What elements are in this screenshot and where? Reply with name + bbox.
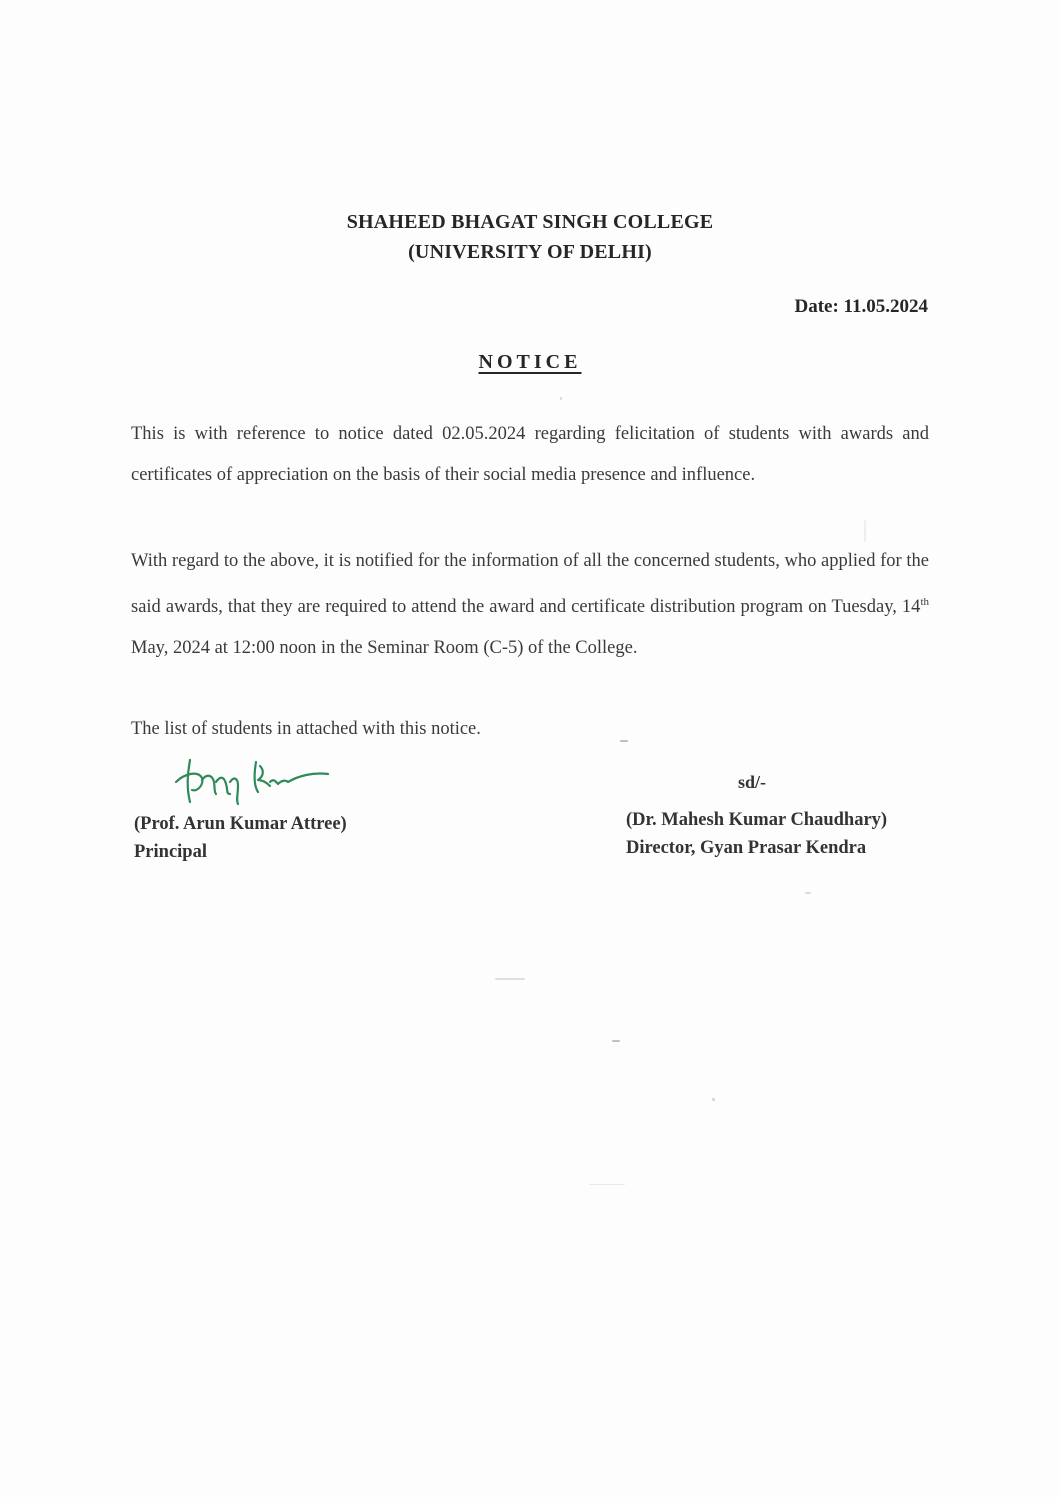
handwritten-signature <box>168 752 338 814</box>
university-name: (UNIVERSITY OF DELHI) <box>408 241 652 263</box>
director-signature-block <box>626 806 887 862</box>
scan-speck <box>495 978 525 980</box>
principal-name: (Prof. Arun Kumar Attree) <box>134 814 347 834</box>
notice-title: NOTICE <box>478 351 582 373</box>
scan-speck <box>805 892 811 894</box>
paragraph-attachment: The list of students in attached with this notice. <box>131 719 481 739</box>
signed-mark: sd/- <box>738 772 767 792</box>
paragraph-announcement-part2: May, 2024 at 12:00 noon in the Seminar Room (C-5) of the College. <box>131 638 638 659</box>
scan-speck <box>612 1040 620 1042</box>
scan-speck <box>864 520 866 542</box>
scan-speck <box>712 1098 715 1101</box>
principal-designation: Principal <box>134 842 207 862</box>
scan-speck <box>589 1184 625 1185</box>
scan-speck <box>560 397 562 400</box>
college-header <box>0 207 1060 267</box>
notice-date: Date: 11.05.2024 <box>794 296 928 317</box>
notice-title-wrap <box>0 351 1060 374</box>
ordinal-suffix: th <box>920 596 929 608</box>
scan-speck <box>620 740 628 742</box>
college-name: SHAHEED BHAGAT SINGH COLLEGE <box>346 211 714 233</box>
director-designation: Director, Gyan Prasar Kendra <box>626 838 867 858</box>
paragraph-reference: This is with reference to notice dated 02.05.2024 regarding felicitation of students with awards and certificates of appreciation on the basis of their social media presence and influence. <box>131 424 929 485</box>
paragraph-announcement <box>131 541 929 669</box>
principal-signature-block <box>134 810 347 866</box>
director-name: (Dr. Mahesh Kumar Chaudhary) <box>626 810 888 830</box>
paragraph-announcement-part1: With regard to the above, it is notified for the information of all the concerned students, who applied for the said awards, that they are required to attend the award and certificate distribution program on Tuesday, 14 <box>131 551 929 618</box>
